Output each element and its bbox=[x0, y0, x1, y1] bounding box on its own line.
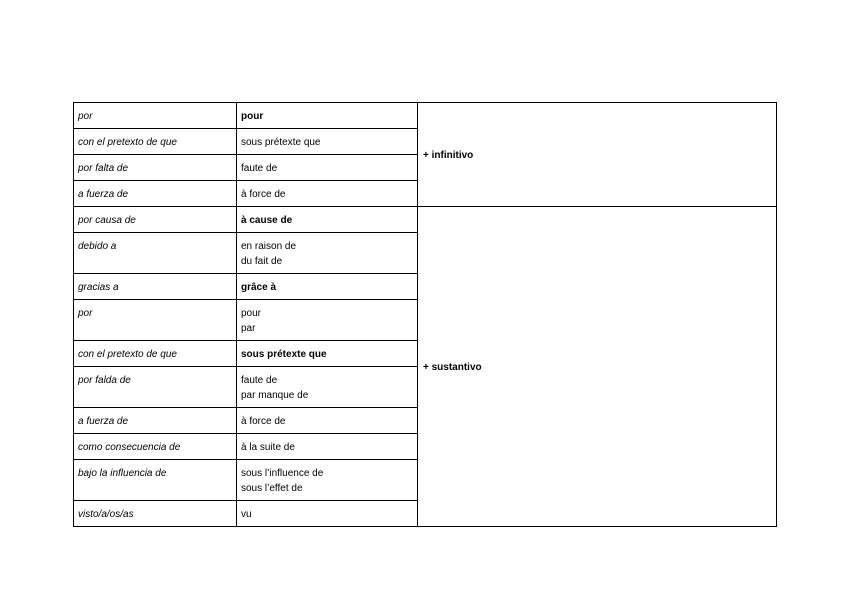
french-connector-text: du fait de bbox=[241, 256, 283, 267]
spanish-connector-cell: como consecuencia de bbox=[74, 434, 237, 460]
french-connector-text: grâce à bbox=[241, 282, 277, 293]
spanish-connector-cell: con el pretexto de que bbox=[74, 341, 237, 367]
french-connector-text: faute de bbox=[241, 163, 278, 174]
french-connector-text: sous prétexte que bbox=[241, 349, 327, 360]
french-connector-cell bbox=[237, 181, 418, 207]
french-connector-text: sous l’effet de bbox=[241, 483, 303, 494]
french-connector-cell bbox=[237, 341, 418, 367]
french-connector-text: à force de bbox=[241, 189, 286, 200]
french-connector-cell bbox=[237, 274, 418, 300]
french-connector-text: en raison de bbox=[241, 241, 297, 252]
spanish-connector-cell: a fuerza de bbox=[74, 408, 237, 434]
french-connector-text: pour bbox=[241, 111, 264, 122]
french-connector-cell bbox=[237, 300, 418, 341]
french-connector-cell bbox=[237, 434, 418, 460]
connectors-table-body bbox=[74, 103, 777, 527]
french-connector-text: à la suite de bbox=[241, 442, 295, 453]
french-connector-text: pour bbox=[241, 308, 262, 319]
grammar-note-cell: + sustantivo bbox=[418, 207, 777, 527]
spanish-connector-cell: visto/a/os/as bbox=[74, 501, 237, 527]
spanish-connector-cell: por bbox=[74, 300, 237, 341]
spanish-connector-cell: gracias a bbox=[74, 274, 237, 300]
spanish-connector-cell: bajo la influencia de bbox=[74, 460, 237, 501]
french-connector-cell bbox=[237, 129, 418, 155]
table-row bbox=[74, 103, 777, 129]
french-connector-cell bbox=[237, 155, 418, 181]
french-connector-cell bbox=[237, 460, 418, 501]
french-connector-text: sous prétexte que bbox=[241, 137, 321, 148]
french-connector-cell bbox=[237, 103, 418, 129]
french-connector-text: sous l’influence de bbox=[241, 468, 324, 479]
spanish-connector-cell: por falda de bbox=[74, 367, 237, 408]
spanish-connector-cell: por bbox=[74, 103, 237, 129]
french-connector-cell bbox=[237, 501, 418, 527]
spanish-connector-cell: por falta de bbox=[74, 155, 237, 181]
table-row bbox=[74, 207, 777, 233]
french-connector-text: par bbox=[241, 323, 256, 334]
spanish-connector-cell: a fuerza de bbox=[74, 181, 237, 207]
french-connector-text: à force de bbox=[241, 416, 286, 427]
french-connector-cell bbox=[237, 207, 418, 233]
grammar-note-cell: + infinitivo bbox=[418, 103, 777, 207]
connectors-table bbox=[73, 102, 777, 527]
french-connector-cell bbox=[237, 408, 418, 434]
french-connector-text: faute de bbox=[241, 375, 278, 386]
french-connector-text: par manque de bbox=[241, 390, 309, 401]
french-connector-text: à cause de bbox=[241, 215, 293, 226]
french-connector-cell bbox=[237, 367, 418, 408]
spanish-connector-cell: debido a bbox=[74, 233, 237, 274]
spanish-connector-cell: por causa de bbox=[74, 207, 237, 233]
spanish-connector-cell: con el pretexto de que bbox=[74, 129, 237, 155]
french-connector-cell bbox=[237, 233, 418, 274]
french-connector-text: vu bbox=[241, 509, 252, 520]
